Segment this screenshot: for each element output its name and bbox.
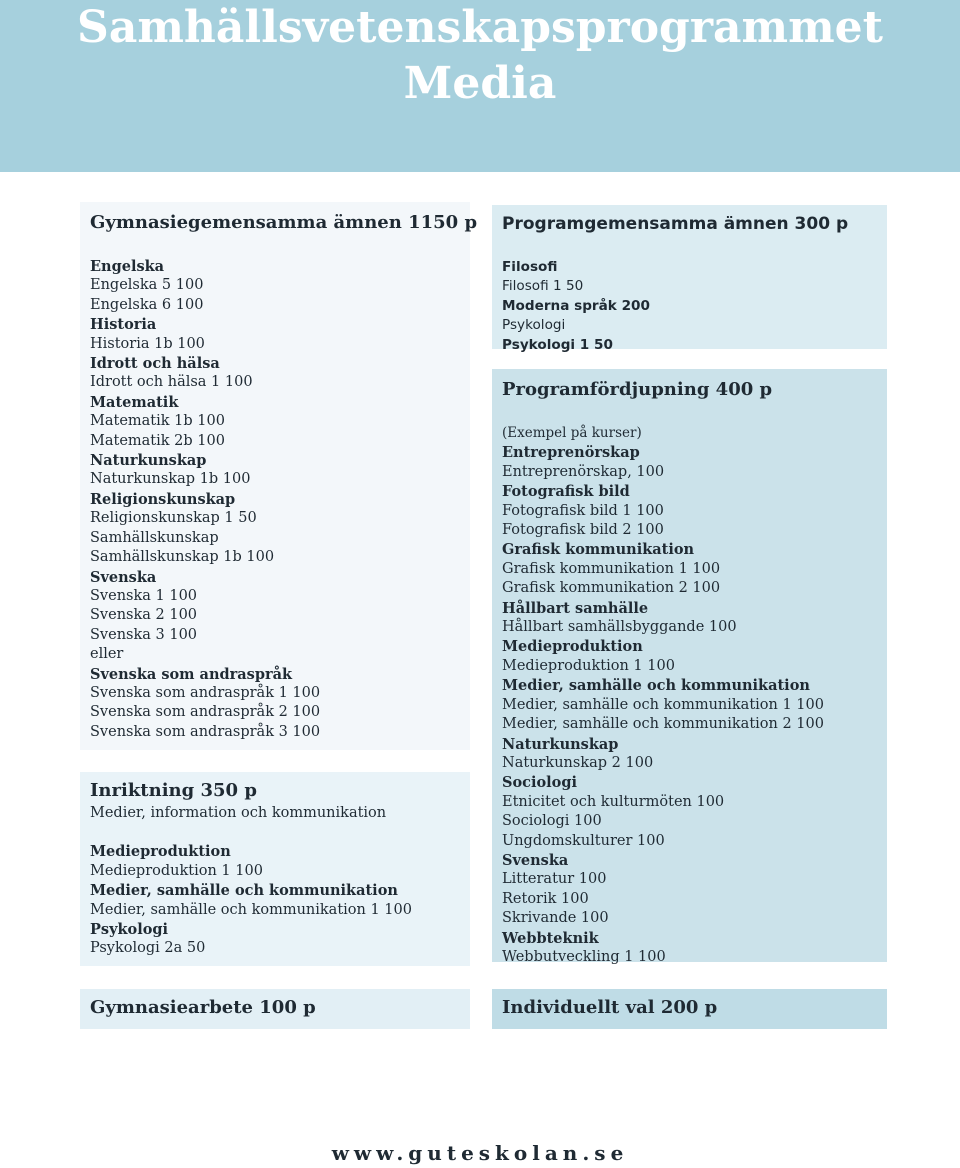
- subject-heading: Sociologi: [502, 774, 577, 792]
- course-item: Svenska som andraspråk 3 100: [90, 723, 321, 740]
- section-title: Programfördjupning 400 p: [502, 379, 773, 400]
- course-item: Samhällskunskap 1b 100: [90, 549, 275, 566]
- section-title: Individuellt val 200 p: [502, 997, 718, 1018]
- inriktning-section: [80, 772, 470, 966]
- subject-heading: Psykologi: [90, 921, 169, 939]
- gymnasiearbete-section: [80, 989, 470, 1029]
- course-item: Svenska som andraspråk 1 100: [90, 684, 321, 701]
- section-title: Programgemensamma ämnen 300 p: [502, 214, 849, 234]
- course-item: Medieproduktion 1 100: [90, 862, 263, 879]
- section-title: Gymnasiearbete 100 p: [90, 997, 316, 1018]
- course-list: [90, 842, 460, 958]
- course-item: Skrivande 100: [502, 910, 609, 927]
- course-item: Filosofi 1 50: [502, 278, 584, 295]
- inriktning-subtitle: Medier, information och kommunikation: [90, 805, 387, 821]
- course-list: [502, 443, 877, 967]
- course-item: Historia 1b 100: [90, 335, 205, 352]
- subject-heading: Fotografisk bild: [502, 483, 630, 501]
- website-url: www.guteskolan.se: [331, 1141, 629, 1165]
- subject-heading: Medier, samhälle och kommunikation: [90, 882, 398, 900]
- subject-heading: Svenska som andraspråk: [90, 665, 293, 683]
- subject-heading: Medier, samhälle och kommunikation: [502, 677, 810, 695]
- course-item: Ungdomskulturer 100: [502, 832, 665, 849]
- subject-heading: Entreprenörskap: [502, 444, 640, 462]
- programfordjupning-section: [492, 369, 887, 965]
- course-item: Engelska 5 100: [90, 277, 204, 294]
- course-item: Svenska 2 100: [90, 607, 198, 624]
- course-item: Grafisk kommunikation 1 100: [502, 560, 721, 577]
- course-item: Psykologi: [502, 317, 566, 334]
- course-item: Samhällskunskap: [90, 529, 219, 546]
- program-title: Samhällsvetenskapsprogrammet: [77, 2, 883, 53]
- subject-heading: Engelska: [90, 258, 165, 275]
- program-subtitle: Media: [403, 58, 557, 109]
- subject-heading: Grafisk kommunikation: [502, 541, 695, 559]
- course-item: Fotografisk bild 2 100: [502, 522, 664, 539]
- course-item: Retorik 100: [502, 890, 589, 907]
- course-item: Sociologi 100: [502, 813, 602, 830]
- subject-heading: Naturkunskap: [502, 735, 619, 753]
- subject-heading: Webbteknik: [502, 929, 599, 947]
- page-header: [0, 0, 960, 172]
- subject-heading: Filosofi: [502, 259, 558, 275]
- course-item: Naturkunskap 2 100: [502, 754, 654, 771]
- subject-heading: Psykologi 1 50: [502, 336, 613, 353]
- course-list: [502, 258, 877, 355]
- course-item: Idrott och hälsa 1 100: [90, 374, 253, 391]
- course-item: Naturkunskap 1b 100: [90, 471, 251, 488]
- course-item: Medieproduktion 1 100: [502, 657, 675, 674]
- gymnasiegemensamma-section: [80, 202, 478, 750]
- course-item: Engelska 6 100: [90, 296, 204, 313]
- course-item: Fotografisk bild 1 100: [502, 502, 664, 519]
- course-item: Psykologi 2a 50: [90, 940, 206, 957]
- course-item: Svenska som andraspråk 2 100: [90, 704, 321, 721]
- course-item: Matematik 1b 100: [90, 413, 225, 430]
- subject-heading: Historia: [90, 316, 157, 334]
- subject-heading: Naturkunskap: [90, 452, 207, 470]
- course-list: [90, 257, 460, 742]
- course-item: Medier, samhälle och kommunikation 1 100: [502, 696, 824, 713]
- individuellt-val-section: [492, 989, 887, 1029]
- course-item: Etnicitet och kulturmöten 100: [502, 793, 725, 810]
- course-item: Matematik 2b 100: [90, 432, 225, 449]
- section-title: Gymnasiegemensamma ämnen 1150 p: [90, 212, 478, 233]
- course-item: Litteratur 100: [502, 871, 607, 888]
- subject-heading: Svenska: [90, 568, 157, 586]
- section-title: Inriktning 350 p: [90, 780, 257, 801]
- subject-heading: Matematik: [90, 393, 179, 411]
- subject-heading: Medieproduktion: [502, 638, 643, 656]
- course-item: Webbutveckling 1 100: [502, 948, 666, 965]
- course-item: Svenska 3 100: [90, 626, 198, 643]
- course-item: Medier, samhälle och kommunikation 2 100: [502, 716, 824, 733]
- course-item: Entreprenörskap, 100: [502, 463, 665, 480]
- subject-heading: Medieproduktion: [90, 843, 231, 861]
- subject-heading: Religionskunskap: [90, 490, 236, 508]
- subject-heading: Hållbart samhälle: [502, 599, 649, 617]
- subject-heading: Svenska: [502, 851, 569, 869]
- subject-heading: Idrott och hälsa: [90, 355, 220, 373]
- course-item: Grafisk kommunikation 2 100: [502, 580, 721, 597]
- course-item: Medier, samhälle och kommunikation 1 100: [90, 901, 412, 918]
- course-item: eller: [90, 646, 124, 663]
- course-item: Religionskunskap 1 50: [90, 510, 257, 527]
- examples-note: (Exempel på kurser): [502, 425, 642, 441]
- course-item: Svenska 1 100: [90, 587, 198, 604]
- subject-heading: Moderna språk 200: [502, 297, 650, 314]
- programgemensamma-section: [492, 205, 887, 353]
- course-item: Hållbart samhällsbyggande 100: [502, 619, 737, 636]
